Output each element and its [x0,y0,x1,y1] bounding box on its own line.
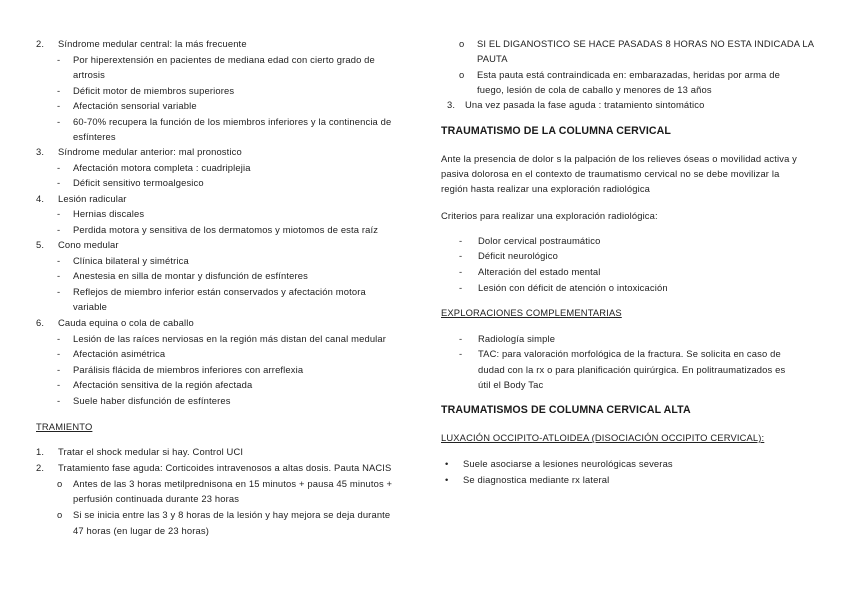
item-number: 3. [36,146,45,157]
section-heading-alta: TRAUMATISMOS DE COLUMNA CERVICAL ALTA [441,404,691,416]
dash-bullet: - [57,270,61,281]
list-item: Déficit motor de miembros superiores [73,85,235,96]
dash-bullet: - [57,286,61,297]
list-item: Afectación asimétrica [73,348,166,359]
list-item: Esta pauta está contraindicada en: embarazadas, heridas por arma de [477,69,780,80]
list-item-cont: dudad con la rx o para planificación quirúrgica. En politraumatizados es [478,364,786,375]
list-item: Antes de las 3 horas metilprednisona en 15 minutos + pausa 45 minutos + [73,478,393,489]
paragraph-line: pasiva dolorosa en el contexto de traumatismo cervical no se debe movilizar la [441,168,780,179]
circle-bullet-icon: o [459,69,465,80]
list-item: Afectación sensorial variable [73,100,197,111]
list-item: Afectación motora completa : cuadriplejia [73,162,251,173]
item-number: 2. [36,38,45,49]
disc-bullet-icon: • [445,458,449,469]
list-item: Si se inicia entre las 3 y 8 horas de la lesión y hay mejora se deja durante [73,509,391,520]
item-heading: Cono medular [58,239,119,250]
list-item-cont: 47 horas (en lugar de 23 horas) [73,525,209,536]
list-item: Por hiperextensión en pacientes de mediana edad con cierto grado de [73,54,375,65]
dash-bullet: - [57,224,61,235]
dash-bullet: - [459,348,463,359]
item-heading: Síndrome medular anterior: mal pronostico [58,146,242,157]
item-number: 6. [36,317,45,328]
paragraph-line: región hasta realizar una exploración radiológica [441,183,651,194]
dash-bullet: - [459,266,463,277]
dash-bullet: - [57,333,61,344]
list-item: TAC: para valoración morfológica de la fractura. Se solicita en caso de [478,348,781,359]
list-item: Radiología simple [478,333,556,344]
dash-bullet: - [459,250,463,261]
section-heading-luxacion: LUXACIÓN OCCIPITO-ATLOIDEA (DISOCIACIÓN OCCIPITO CERVICAL): [441,432,765,443]
list-item: Hernias discales [73,208,145,219]
list-item-cont: esfínteres [73,131,116,142]
dash-bullet: - [57,208,61,219]
dash-bullet: - [57,395,61,406]
dash-bullet: - [57,162,61,173]
dash-bullet: - [459,333,463,344]
item-number: 2. [36,462,45,473]
list-item: Lesión con déficit de atención o intoxicación [478,282,668,293]
item-heading: Tratar el shock medular si hay. Control UCI [58,446,244,457]
list-item-cont: artrosis [73,69,105,80]
dash-bullet: - [57,379,61,390]
disc-bullet-icon: • [445,474,449,485]
list-item: Déficit neurológico [478,250,558,261]
list-item: Suele haber disfunción de esfínteres [73,395,231,406]
dash-bullet: - [57,85,61,96]
item-heading: Tratamiento fase aguda: Corticoides intravenosos a altas dosis. Pauta NACIS [58,462,392,473]
section-heading-exploraciones: EXPLORACIONES COMPLEMENTARIAS [441,307,622,318]
list-item-cont: perfusión continuada durante 23 horas [73,493,240,504]
list-item: Lesión de las raíces nerviosas en la región más distan del canal medular [73,333,387,344]
item-number: 1. [36,446,45,457]
circle-bullet-icon: o [57,478,63,489]
list-item: Déficit sensitivo termoalgesico [73,177,204,188]
list-item-cont: fuego, lesión de cola de caballo y menores de 13 años [477,84,712,95]
item-number: 3. [447,99,456,110]
list-item: SI EL DIGANOSTICO SE HACE PASADAS 8 HORAS NO ESTA INDICADA LA [477,38,815,49]
section-heading-cervical: TRAUMATISMO DE LA COLUMNA CERVICAL [441,125,671,137]
circle-bullet-icon: o [459,38,465,49]
circle-bullet-icon: o [57,509,63,520]
dash-bullet: - [57,255,61,266]
list-item: Perdida motora y sensitiva de los dermatomos y miotomos de esta raíz [73,224,379,235]
dash-bullet: - [57,116,61,127]
list-item: Parálisis flácida de miembros inferiores con arreflexia [73,364,304,375]
dash-bullet: - [57,177,61,188]
list-item: 60-70% recupera la función de los miembros inferiores y la continencia de [73,116,392,127]
item-number: 5. [36,239,45,250]
item-heading: Síndrome medular central: la más frecuente [58,38,247,49]
section-heading-tratamiento: TRAMIENTO [36,421,93,432]
list-item-cont: útil el Body Tac [478,379,544,390]
list-item-cont: PAUTA [477,53,508,64]
item-heading: Cauda equina o cola de caballo [58,317,194,328]
paragraph-line: Ante la presencia de dolor s la palpación de los relieves óseas o movilidad activa y [441,153,798,164]
dash-bullet: - [57,364,61,375]
list-item: Dolor cervical postraumático [478,235,601,246]
dash-bullet: - [57,100,61,111]
dash-bullet: - [57,54,61,65]
list-item: Se diagnostica mediante rx lateral [463,474,610,485]
list-item: Afectación sensitiva de la región afectada [73,379,253,390]
list-item: Alteración del estado mental [478,266,601,277]
item-number: 4. [36,193,45,204]
dash-bullet: - [459,235,463,246]
item-heading: Lesión radicular [58,193,127,204]
list-item: Anestesia en silla de montar y disfunción de esfínteres [73,270,308,281]
dash-bullet: - [57,348,61,359]
list-item: Suele asociarse a lesiones neurológicas severas [463,458,673,469]
list-item-cont: variable [73,301,108,312]
criterios-label: Criterios para realizar una exploración radiológica: [441,210,658,221]
list-item: Clínica bilateral y simétrica [73,255,189,266]
item-heading: Una vez pasada la fase aguda : tratamiento sintomático [465,99,705,110]
dash-bullet: - [459,282,463,293]
list-item: Reflejos de miembro inferior están conservados y afectación motora [73,286,366,297]
